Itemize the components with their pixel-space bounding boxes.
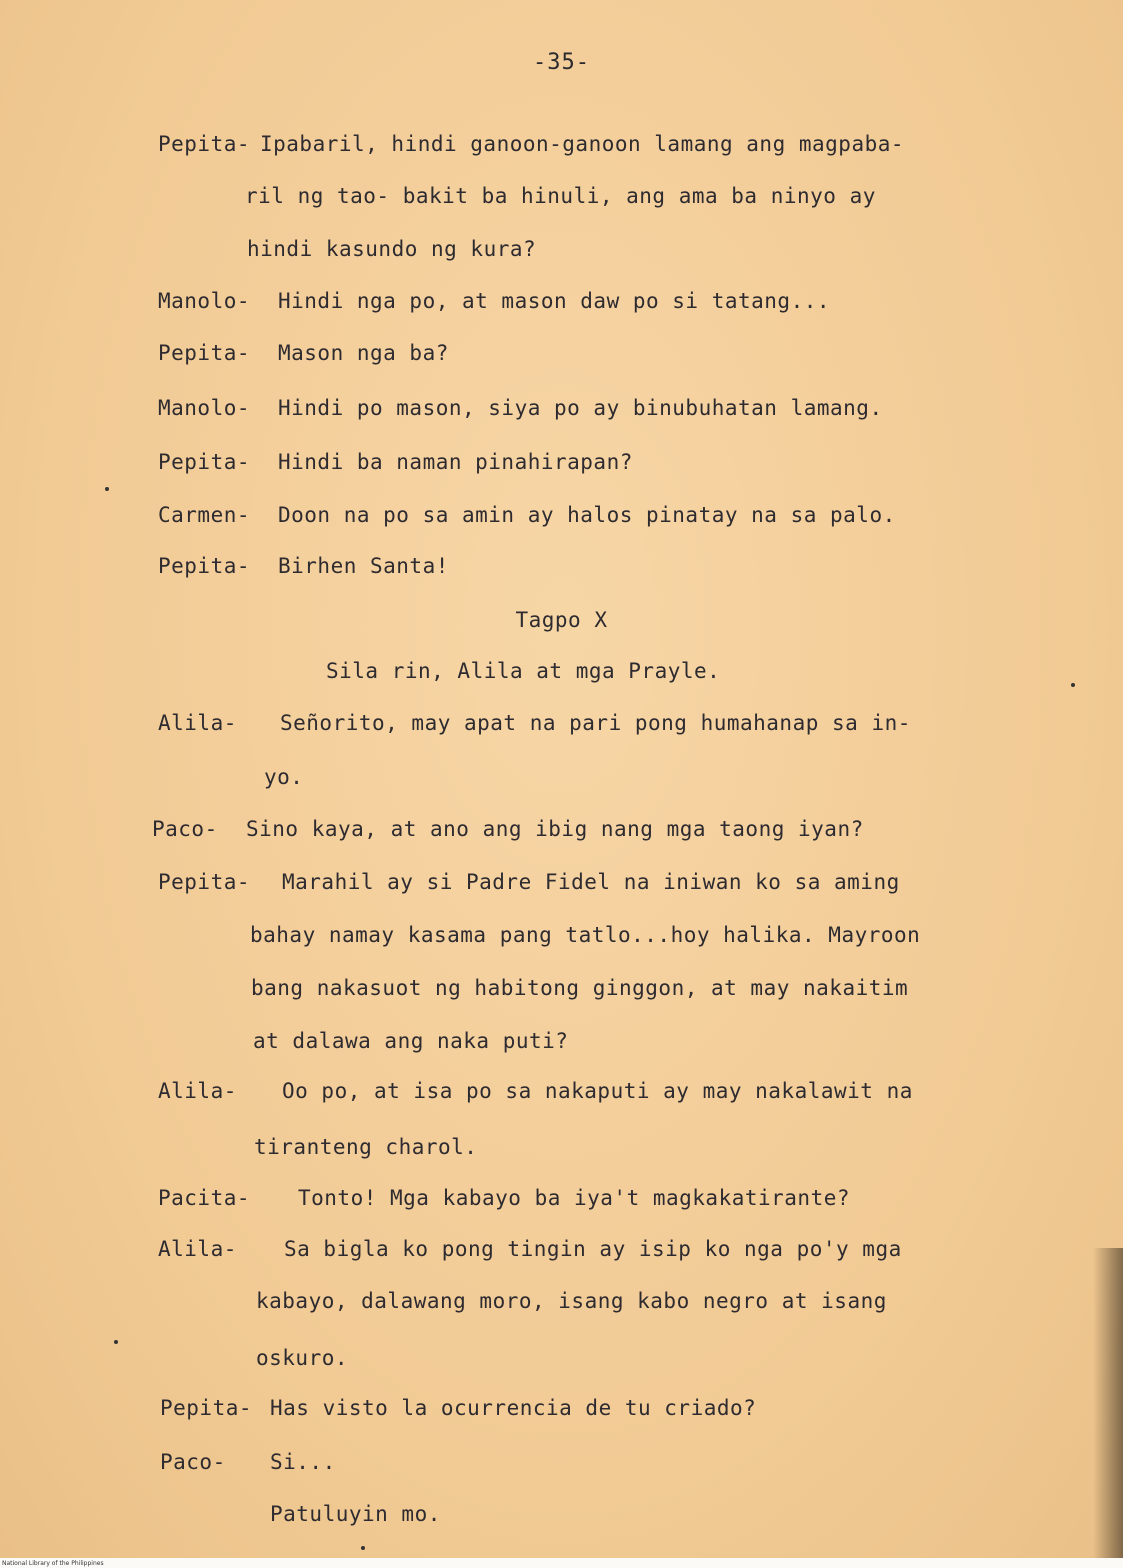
speaker-name: Alila- (158, 1237, 237, 1261)
speaker-name: Pepita- (158, 870, 251, 894)
scan-footer-strip (0, 1558, 1123, 1568)
speaker-name: Alila- (158, 711, 237, 735)
dialog-text: bahay namay kasama pang tatlo...hoy halika. Mayroon (250, 923, 921, 947)
library-credit: National Library of the Philippines (2, 1560, 104, 1567)
ink-speck (1071, 683, 1075, 687)
dialog-text: Ipabaril, hindi ganoon-ganoon lamang ang magpaba- (260, 132, 905, 156)
speaker-name: Pepita- (158, 450, 251, 474)
dialog-text: Hindi ba naman pinahirapan? (278, 450, 633, 474)
dialog-text: Patuluyin mo. (270, 1502, 441, 1526)
dialog-text: oskuro. (256, 1346, 349, 1370)
dialog-text: Hindi po mason, siya po ay binubuhatan lamang. (278, 396, 883, 420)
ink-speck (105, 487, 109, 491)
dialog-text: Has visto la ocurrencia de tu criado? (270, 1396, 757, 1420)
speaker-name: Pepita- (158, 341, 251, 365)
ink-speck (114, 1340, 118, 1344)
dialog-text: Si... (270, 1450, 336, 1474)
dialog-text: Marahil ay si Padre Fidel na iniwan ko sa aming (282, 870, 900, 894)
dialog-text: Birhen Santa! (278, 554, 449, 578)
ink-speck (361, 1546, 365, 1550)
speaker-name: Paco- (152, 817, 218, 841)
dialog-text: at dalawa ang naka puti? (253, 1029, 569, 1053)
speaker-name: Pepita- (158, 554, 251, 578)
speaker-name: Paco- (160, 1450, 226, 1474)
dialog-text: Oo po, at isa po sa nakaputi ay may nakalawit na (282, 1079, 913, 1103)
dialog-text: Sino kaya, at ano ang ibig nang mga taong iyan? (246, 817, 864, 841)
dialog-text: bang nakasuot ng habitong ginggon, at may nakaitim (251, 976, 909, 1000)
dialog-text: Mason nga ba? (278, 341, 449, 365)
dialog-text: hindi kasundo ng kura? (247, 237, 537, 261)
dialog-text: Doon na po sa amin ay halos pinatay na sa palo. (278, 503, 896, 527)
dialog-text: Tonto! Mga kabayo ba iya't magkakatirante? (298, 1186, 851, 1210)
dialog-text: yo. (264, 765, 304, 789)
speaker-name: Manolo- (158, 396, 251, 420)
speaker-name: Manolo- (158, 289, 251, 313)
dialog-text: Señorito, may apat na pari pong humahanap sa in- (280, 711, 911, 735)
speaker-name: Carmen- (158, 503, 251, 527)
speaker-name: Pepita- (158, 132, 251, 156)
dialog-text: ril ng tao- bakit ba hinuli, ang ama ba ninyo ay (245, 184, 876, 208)
dialog-text: tiranteng charol. (254, 1135, 478, 1159)
page-edge-shadow (1093, 1248, 1123, 1568)
dialog-text: kabayo, dalawang moro, isang kabo negro at isang (256, 1289, 887, 1313)
scene-characters: Sila rin, Alila at mga Prayle. (326, 659, 721, 683)
page-number: -35- (533, 50, 590, 75)
speaker-name: Pepita- (160, 1396, 253, 1420)
scene-heading: Tagpo X (515, 608, 608, 632)
dialog-text: Hindi nga po, at mason daw po si tatang... (278, 289, 831, 313)
dialog-text: Sa bigla ko pong tingin ay isip ko nga po'y mga (284, 1237, 902, 1261)
speaker-name: Pacita- (158, 1186, 251, 1210)
speaker-name: Alila- (158, 1079, 237, 1103)
